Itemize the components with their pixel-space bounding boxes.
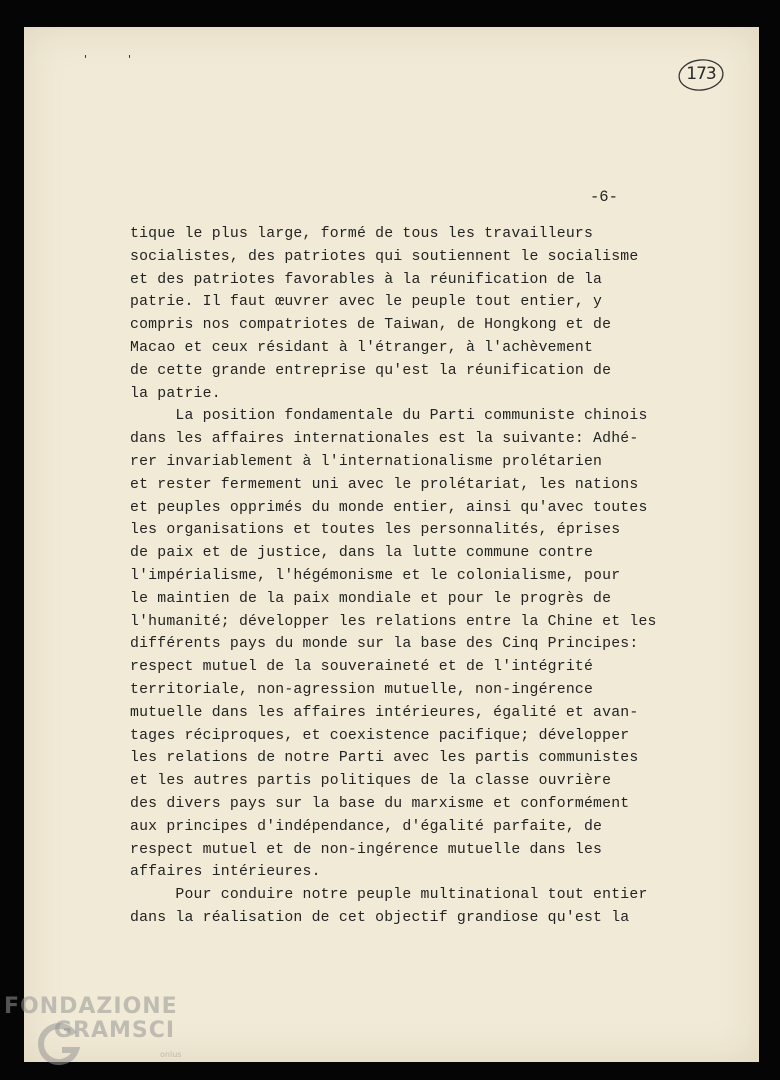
text-line: les organisations et toutes les personnalités, éprises: [130, 522, 621, 539]
text-line: tages réciproques, et coexistence pacifique; développer: [130, 727, 630, 744]
text-line: La position fondamentale du Parti communiste chinois: [130, 408, 648, 425]
text-line: l'impérialisme, l'hégémonisme et le colonialisme, pour: [130, 567, 621, 584]
text-line: respect mutuel et de non-ingérence mutuelle dans les: [130, 841, 603, 858]
text-line: compris nos compatriotes de Taiwan, de Hongkong et de: [130, 317, 612, 334]
text-line: respect mutuel de la souveraineté et de l'intégrité: [130, 659, 594, 676]
folio-stamp: [676, 57, 726, 93]
body-text: [130, 223, 730, 930]
text-line: et peuples opprimés du monde entier, ainsi qu'avec toutes: [130, 499, 648, 516]
text-line: le maintien de la paix mondiale et pour le progrès de: [130, 590, 612, 607]
corner-mark-left: ': [84, 53, 88, 66]
text-line: de paix et de justice, dans la lutte commune contre: [130, 545, 594, 562]
text-line: aux principes d'indépendance, d'égalité parfaite, de: [130, 818, 603, 835]
text-line: l'humanité; développer les relations entre la Chine et les: [130, 613, 657, 630]
text-line: rer invariablement à l'internationalisme prolétarien: [130, 453, 603, 470]
text-line: dans la réalisation de cet objectif grandiose qu'est la: [130, 909, 630, 926]
watermark-line2: GRAMSCI: [54, 1018, 176, 1043]
text-line: affaires intérieures.: [130, 864, 321, 881]
text-line: et rester fermement uni avec le prolétariat, les nations: [130, 476, 639, 493]
page-number: -6-: [590, 188, 618, 206]
watermark-small: onlus: [160, 1050, 182, 1059]
text-line: socialistes, des patriotes qui soutiennent le socialisme: [130, 248, 639, 265]
text-line: et des patriotes favorables à la réunification de la: [130, 271, 603, 288]
text-line: dans les affaires internationales est la suivante: Adhé-: [130, 431, 639, 448]
document-page: [24, 27, 759, 1062]
text-line: tique le plus large, formé de tous les travailleurs: [130, 226, 594, 242]
text-line: Macao et ceux résidant à l'étranger, à l'achèvement: [130, 339, 594, 356]
watermark-logo: [4, 994, 204, 1074]
text-line: différents pays du monde sur la base des Cinq Principes:: [130, 636, 639, 653]
text-line: les relations de notre Parti avec les partis communistes: [130, 750, 639, 767]
watermark-line1: FONDAZIONE: [4, 994, 178, 1019]
text-line: des divers pays sur la base du marxisme et conformément: [130, 795, 630, 812]
text-line: mutuelle dans les affaires intérieures, égalité et avan-: [130, 704, 639, 721]
text-line: la patrie.: [130, 385, 221, 402]
text-line: et les autres partis politiques de la classe ouvrière: [130, 773, 612, 790]
text-line: de cette grande entreprise qu'est la réunification de: [130, 362, 612, 379]
text-line: Pour conduire notre peuple multinational tout entier: [130, 887, 648, 904]
text-line: territoriale, non-agression mutuelle, non-ingérence: [130, 681, 594, 698]
corner-mark-right: ': [128, 53, 132, 66]
folio-number: 173: [686, 64, 716, 84]
text-line: patrie. Il faut œuvrer avec le peuple tout entier, y: [130, 294, 603, 311]
